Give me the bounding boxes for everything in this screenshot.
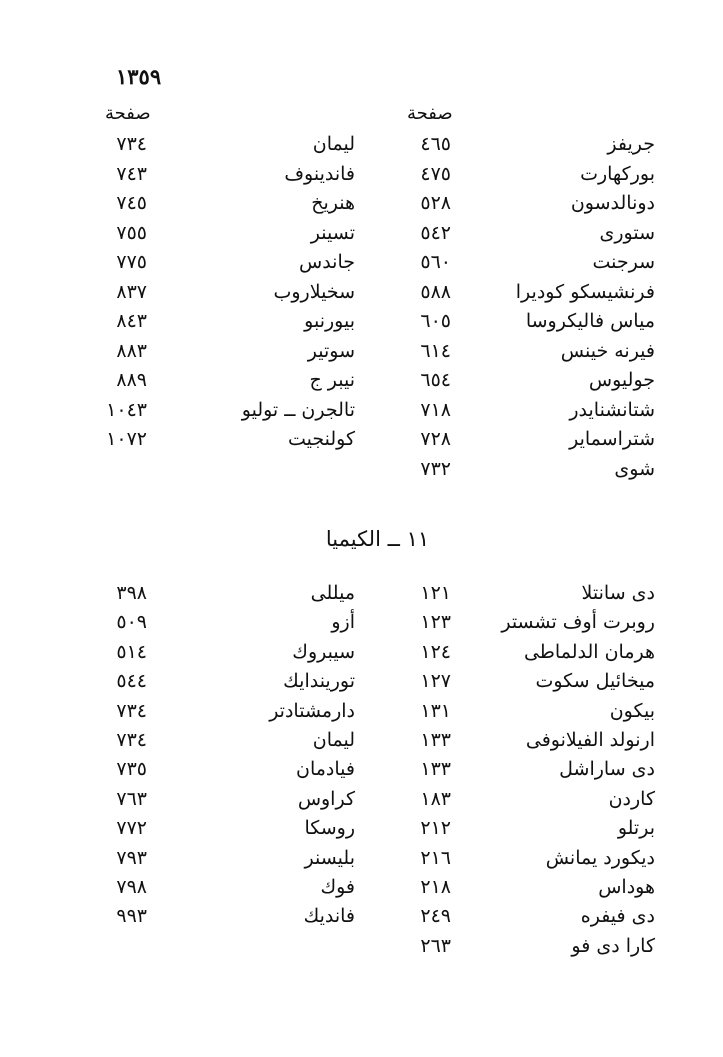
index-row xyxy=(0,369,723,399)
entry-page-right: ٢١٨ xyxy=(420,876,451,898)
entry-name-right: فرنشيسكو كوديرا xyxy=(515,280,655,303)
entry-name-left: بيورنبو xyxy=(304,310,355,332)
entry-page-left: ٧٣٥ xyxy=(116,758,147,781)
entry-page-right: ١٣١ xyxy=(420,699,451,722)
entry-name-right: ستورى xyxy=(599,221,655,244)
entry-name-right: دى ساراشل xyxy=(559,758,655,781)
entry-name-right: كاردن xyxy=(608,787,655,810)
entry-page-right: ٦١٤ xyxy=(420,339,451,362)
entry-name-right: برتلو xyxy=(617,817,655,840)
index-row xyxy=(0,163,723,193)
index-row xyxy=(0,847,723,877)
entry-name-right: هوداس xyxy=(598,876,655,898)
entry-name-right: هرمان الدلماطى xyxy=(523,640,655,663)
index-row xyxy=(0,458,723,488)
entry-page-right: ١٢٧ xyxy=(420,670,451,693)
entry-name-left: سخيلاروب xyxy=(273,280,355,303)
entry-page-left: ٥٤٤ xyxy=(116,670,147,693)
entry-name-left: هنريخ xyxy=(311,192,355,214)
entry-name-right: دى سانتلا xyxy=(581,582,655,604)
entry-name-left: فاندينوف xyxy=(284,162,355,185)
entry-name-left: بليسنر xyxy=(304,846,355,869)
entry-page-left: ٧٧٥ xyxy=(116,251,147,273)
column-header-right: صفحة xyxy=(407,103,453,124)
index-row xyxy=(0,670,723,700)
entry-page-right: ٥٤٢ xyxy=(420,221,451,244)
entry-page-right: ١٢٣ xyxy=(420,611,451,634)
entry-page-right: ١٢١ xyxy=(420,582,451,604)
page-number: ١٣٥٩ xyxy=(116,64,162,89)
entry-page-right: ٢٦٣ xyxy=(420,934,451,957)
index-row xyxy=(0,817,723,847)
index-row xyxy=(0,935,723,965)
entry-page-right: ١٣٣ xyxy=(420,729,451,751)
index-row xyxy=(0,222,723,252)
index-row xyxy=(0,611,723,641)
entry-name-right: دونالدسون xyxy=(570,192,655,214)
entry-name-left: نيبر ج xyxy=(309,369,355,391)
entry-name-right: سرجنت xyxy=(592,251,655,273)
entry-page-left: ١٠٧٢ xyxy=(106,428,147,450)
entry-page-right: ٧١٨ xyxy=(420,398,451,421)
index-row xyxy=(0,340,723,370)
entry-name-left: فوك xyxy=(320,876,355,898)
entry-name-left: أزو xyxy=(331,611,355,634)
entry-name-left: سيبروك xyxy=(292,640,355,663)
entry-name-right: جريفز xyxy=(607,133,655,155)
entry-name-right: شتانشنايدر xyxy=(569,398,655,421)
entry-page-left: ٧٣٤ xyxy=(116,699,147,722)
entry-page-left: ٧٥٥ xyxy=(116,221,147,244)
entry-page-left: ٣٩٨ xyxy=(116,582,147,604)
entry-page-left: ٧٣٤ xyxy=(116,133,147,155)
entry-name-left: ليمان xyxy=(312,729,355,751)
entry-name-left: توريندايك xyxy=(283,670,355,693)
index-row xyxy=(0,192,723,222)
entry-name-right: روبرت أوف تشستر xyxy=(501,611,655,634)
entry-page-right: ٥٢٨ xyxy=(420,192,451,214)
entry-name-left: سوتير xyxy=(307,339,355,362)
entry-page-left: ٧٧٢ xyxy=(116,817,147,840)
entry-page-left: ٧٤٥ xyxy=(116,192,147,214)
entry-name-left: ليمان xyxy=(312,133,355,155)
entry-page-right: ٥٨٨ xyxy=(420,280,451,303)
entry-page-right: ١٢٤ xyxy=(420,640,451,663)
entry-page-right: ٥٦٠ xyxy=(420,251,451,273)
entry-page-right: ٧٢٨ xyxy=(420,428,451,450)
entry-name-right: ديكورد يمانش xyxy=(545,846,655,869)
entry-name-right: ارنولد الفيلانوفى xyxy=(525,729,655,751)
entry-page-left: ٥١٤ xyxy=(116,640,147,663)
entry-name-left: ميللى xyxy=(310,582,355,604)
index-row xyxy=(0,251,723,281)
entry-page-right: ١٣٣ xyxy=(420,758,451,781)
entry-name-left: تالجرن ــ توليو xyxy=(241,398,355,421)
section-title xyxy=(0,527,723,551)
entry-page-right: ٢١٢ xyxy=(420,817,451,840)
section-title-text: ١١ ــ الكيميا xyxy=(325,527,430,551)
entry-page-left: ٧٦٣ xyxy=(116,787,147,810)
entry-page-right: ٦٥٤ xyxy=(420,369,451,391)
entry-page-left: ٨٤٣ xyxy=(116,310,147,332)
entry-page-right: ٢٤٩ xyxy=(420,905,451,928)
entry-page-right: ٤٦٥ xyxy=(420,133,451,155)
entry-name-right: ميخائيل سكوت xyxy=(535,670,655,693)
entry-name-left: روسكا xyxy=(304,817,355,840)
entry-name-left: فانديك xyxy=(303,905,355,928)
entry-name-right: فيرنه خينس xyxy=(560,339,655,362)
index-row xyxy=(0,758,723,788)
entry-name-left: كراوس xyxy=(297,787,355,810)
entry-name-left: جاندس xyxy=(299,251,355,273)
index-row xyxy=(0,281,723,311)
entry-name-right: مياس فاليكروسا xyxy=(525,310,655,332)
entry-page-right: ٧٣٢ xyxy=(420,457,451,480)
entry-page-left: ٩٩٣ xyxy=(116,905,147,928)
entry-name-right: بوركهارت xyxy=(580,162,655,185)
entry-name-right: شوى xyxy=(614,457,655,480)
index-row xyxy=(0,729,723,759)
entry-page-left: ٨٣٧ xyxy=(116,280,147,303)
entry-name-left: دارمشتادتر xyxy=(269,699,355,722)
entry-name-left: فيادمان xyxy=(296,758,355,781)
index-row xyxy=(0,133,723,163)
entry-page-left: ٨٨٩ xyxy=(116,369,147,391)
entry-name-right: شتراسماير xyxy=(569,428,655,450)
entry-page-left: ٧٣٤ xyxy=(116,729,147,751)
entry-name-right: جوليوس xyxy=(588,369,655,391)
entry-page-right: ١٨٣ xyxy=(420,787,451,810)
index-row xyxy=(0,428,723,458)
entry-page-left: ٧٤٣ xyxy=(116,162,147,185)
index-row xyxy=(0,310,723,340)
entry-page-right: ٢١٦ xyxy=(420,846,451,869)
index-row xyxy=(0,700,723,730)
index-row xyxy=(0,905,723,935)
index-row xyxy=(0,876,723,906)
entry-name-right: دى فيفره xyxy=(580,905,655,928)
index-row xyxy=(0,399,723,429)
entry-name-left: تسينر xyxy=(310,221,355,244)
entry-name-right: بيكون xyxy=(609,699,655,722)
index-row xyxy=(0,641,723,671)
entry-page-right: ٤٧٥ xyxy=(420,162,451,185)
entry-page-left: ١٠٤٣ xyxy=(106,398,147,421)
entry-page-left: ٧٩٨ xyxy=(116,876,147,898)
index-row xyxy=(0,788,723,818)
index-row xyxy=(0,582,723,612)
column-header-left: صفحة xyxy=(105,103,151,124)
entry-page-left: ٨٨٣ xyxy=(116,339,147,362)
entry-page-left: ٥٠٩ xyxy=(116,611,147,634)
entry-page-left: ٧٩٣ xyxy=(116,846,147,869)
entry-page-right: ٦٠٥ xyxy=(420,310,451,332)
entry-name-right: كارا دى فو xyxy=(571,934,655,957)
entry-name-left: كولنجيت xyxy=(287,428,355,450)
